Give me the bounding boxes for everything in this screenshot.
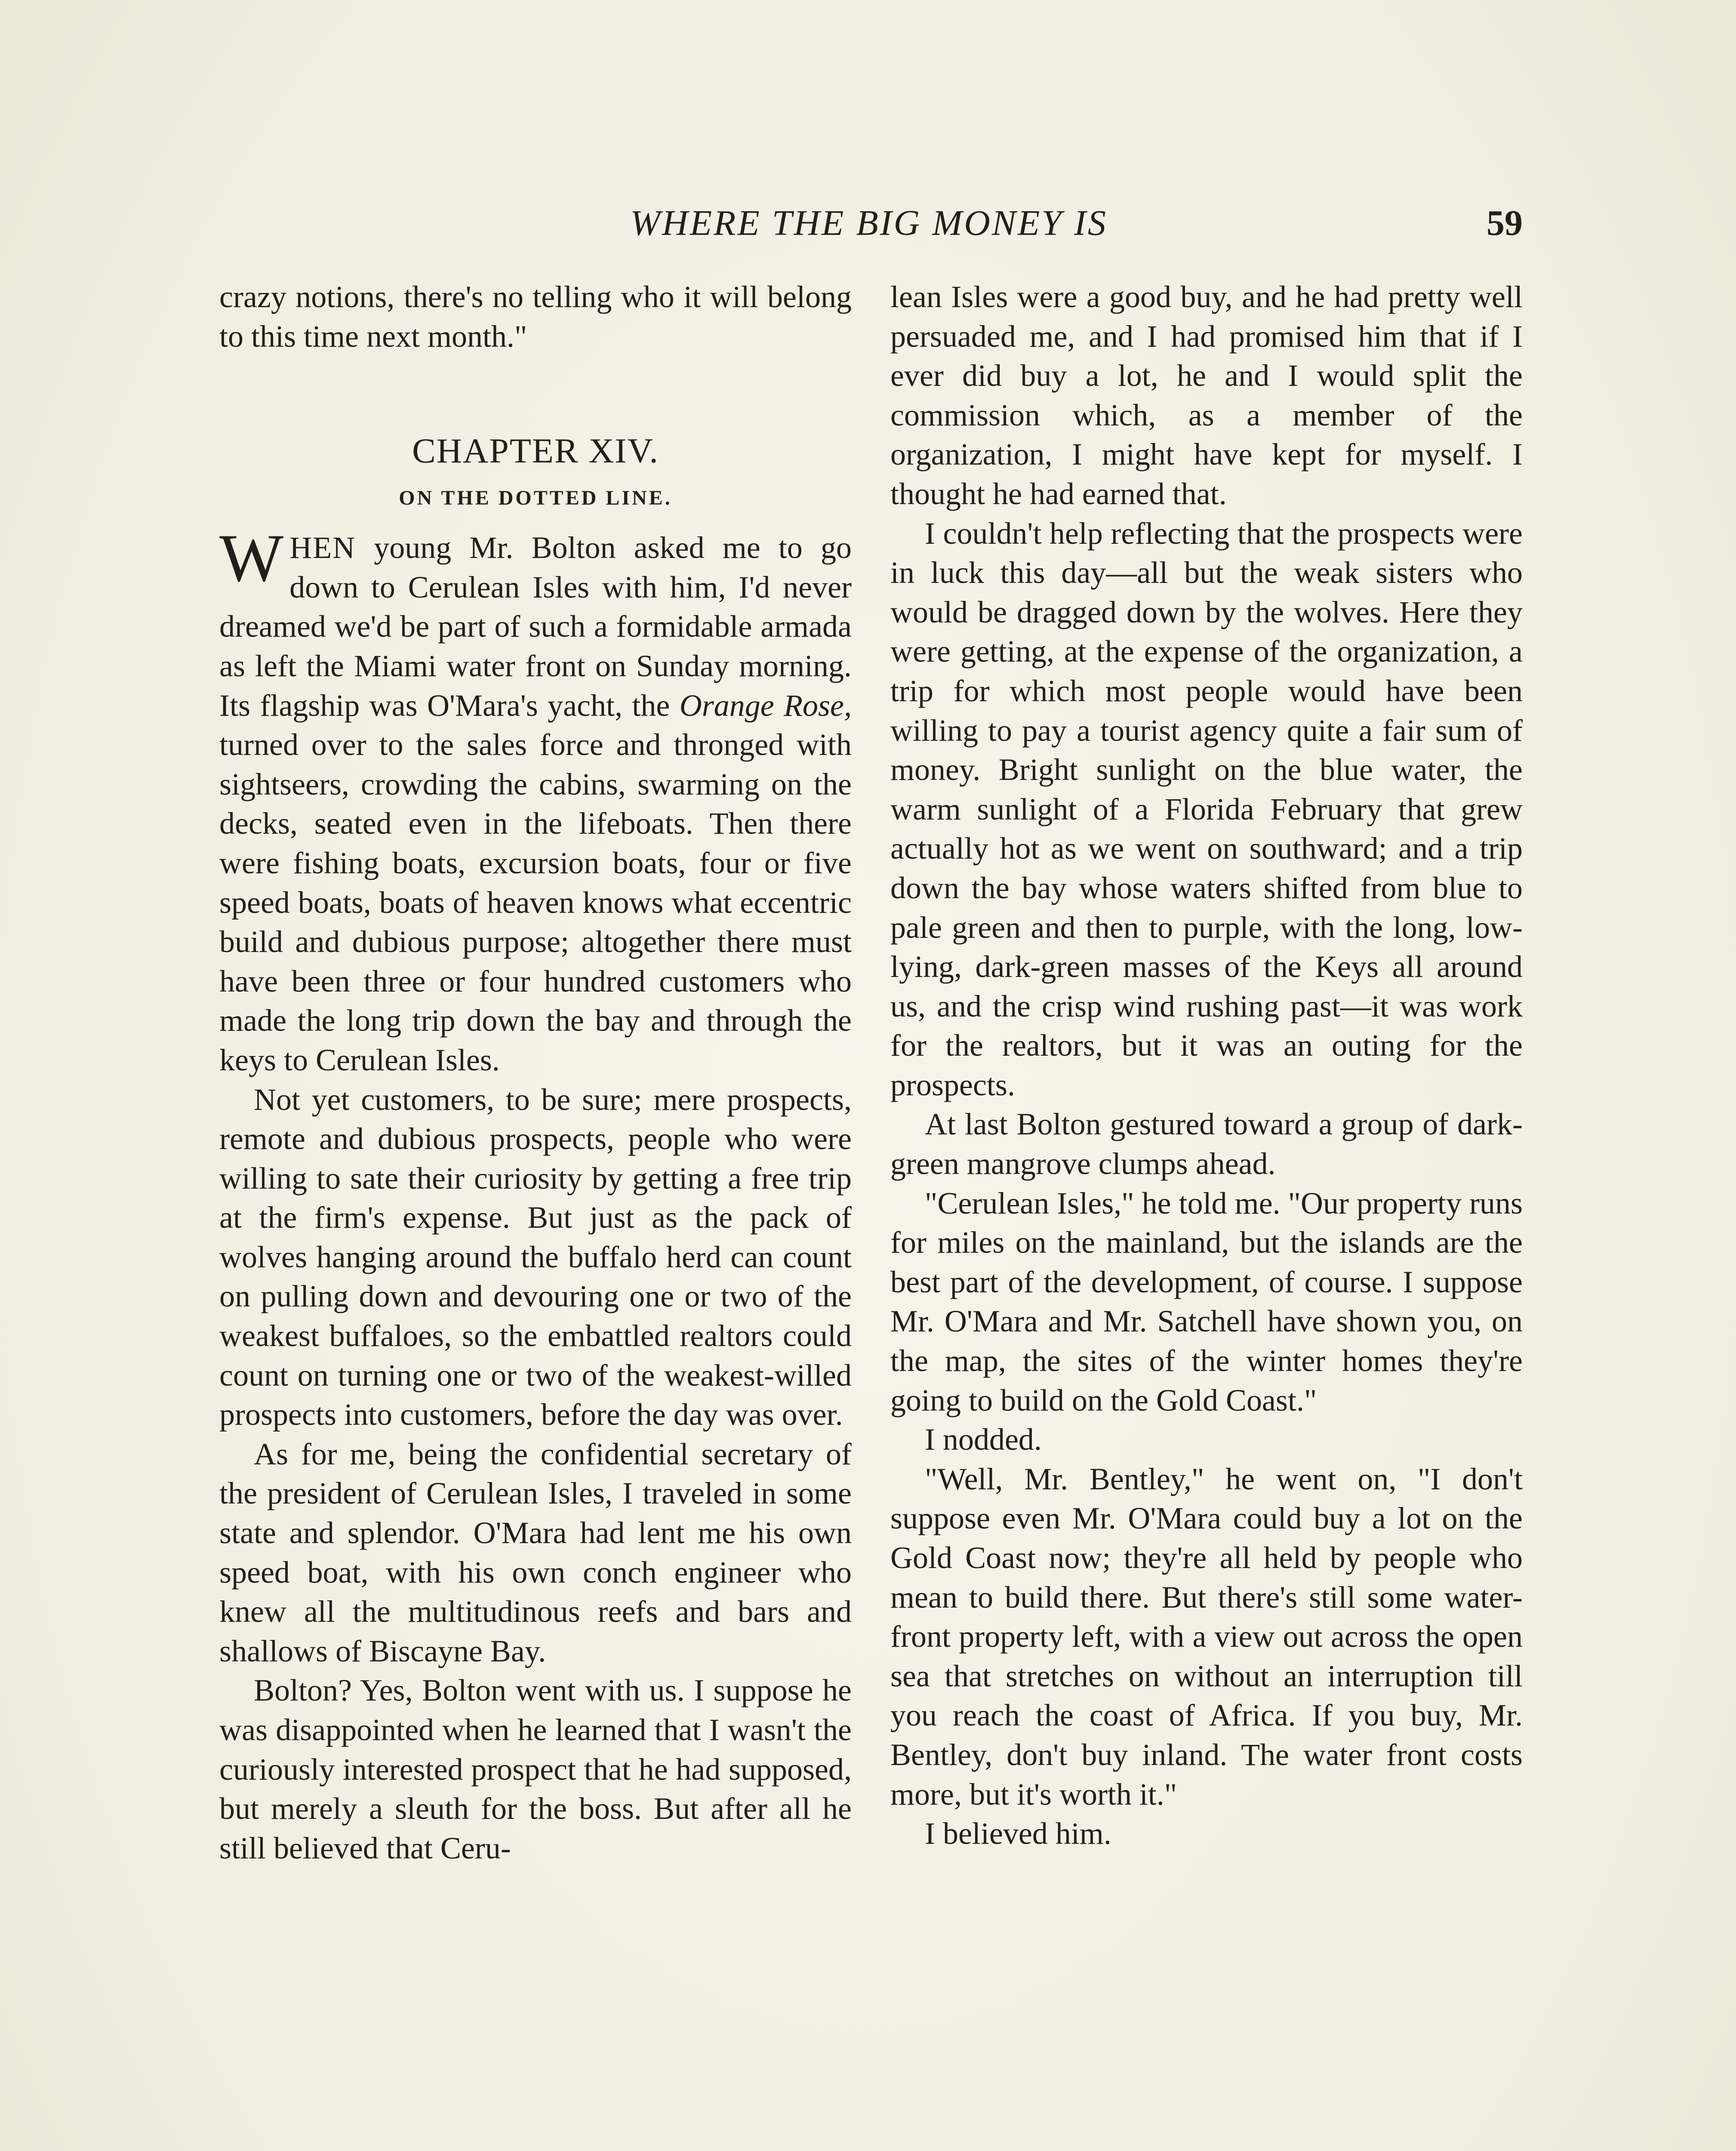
opening-text: young Mr. Bolton asked me to go down to Cerulean Isles with him, I'd never dreamed we'd be part of such a formidable armada as left the Miami water front on Sunday morning. Its flagship was O'Mara's yacht, the [219,530,852,723]
paragraph: "Cerulean Isles," he told me. "Our property runs for miles on the mainland, but the islands are the best part of the development, of course. I suppose Mr. O'Mara and Mr. Satchell have shown you, on the map, the sites of the winter homes they're going to build on the Gold Coast." [890,1186,1523,1418]
opening-text-end: turned over to the sales force and thronged with sightseers, crowding the cabins, swarming on the decks, seated even in the lifeboats. Then there were fishing boats, excursion boats, four or five speed boats, boats of heaven knows what eccentric build and dubious purpose; altogether there must have been three or four hundred customers who made the long trip down the bay and through the keys to Cerulean Isles. [219,727,852,1077]
opening-paragraph [219,521,852,1080]
paragraph: At last Bolton gestured toward a group of dark-green mangrove clumps ahead. [890,1107,1523,1181]
page-number: 59 [1487,203,1523,243]
chapter-subtitle: ON THE DOTTED LINE. [399,487,672,510]
drop-cap: W [219,521,284,596]
running-title: WHERE THE BIG MONEY IS [630,203,1108,243]
paragraph: "Well, Mr. Bentley," he went on, "I don't suppose even Mr. O'Mara could buy a lot on the Gold Coast now; they're all held by people who mean to build there. But there's still some water-front property left, with a view out across the open sea that stretches on without an interruption till you reach the coast of Africa. If you buy, Mr. Bentley, don't buy inland. The water front costs more, but it's worth it." [890,1461,1523,1812]
chapter-title: CHAPTER XIV. [412,431,659,471]
paragraph: I couldn't help reflecting that the prospects were in luck this day—all but the weak sisters who would be dragged down by the wolves. Here they were getting, at the expense of the organization, a trip for which most people would have been willing to pay a tourist agency quite a fair sum of money. Bright sunlight on the blue water, the warm sunlight of a Florida February that grew actually hot as we went on southward; and a trip down the bay whose waters shifted from blue to pale green and then to purple, with the long, low-lying, dark-green masses of the Keys all around us, and the crisp wind rushing past—it was work for the realtors, but it was an outing for the prospects. [890,516,1523,1102]
left-column [219,277,852,1868]
ship-name: Orange Rose, [679,688,852,723]
paragraph: Not yet customers, to be sure; mere prospects, remote and dubious prospects, people who were willing to sate their curiosity by getting a free trip at the firm's expense. But just as the pack of wolves hanging around the buffalo herd can count on pulling down and devouring one or two of the weakest buffaloes, so the embattled realtors could count on turning one or two of the weakest-willed prospects into customers, before the day was over. [219,1082,852,1432]
lead-word: HEN [289,530,356,565]
paragraph: As for me, being the confidential secretary of the president of Cerulean Isles, I traveled in some state and splendor. O'Mara had lent me his own speed boat, with his own conch engineer who knew all the multitudinous reefs and bars and shallows of Biscayne Bay. [219,1436,852,1668]
paragraph: Bolton? Yes, Bolton went with us. I suppose he was disappointed when he learned that I wasn't the curiously interested prospect that he had supposed, but merely a sleuth for the boss. But after all he still believed that Ceru- [219,1673,852,1865]
paragraph: I nodded. [925,1422,1042,1457]
running-head [215,202,1523,250]
paragraph: I believed him. [925,1816,1111,1851]
continuation-paragraph: lean Isles were a good buy, and he had pretty well persuaded me, and I had promised him that if I ever did buy a lot, he and I would split the commission which, as a member of the organization, I might have kept for myself. I thought he had earned that. [890,280,1523,511]
continuation-paragraph: crazy notions, there's no telling who it will belong to this time next month." [219,280,852,354]
right-column [890,277,1523,1854]
